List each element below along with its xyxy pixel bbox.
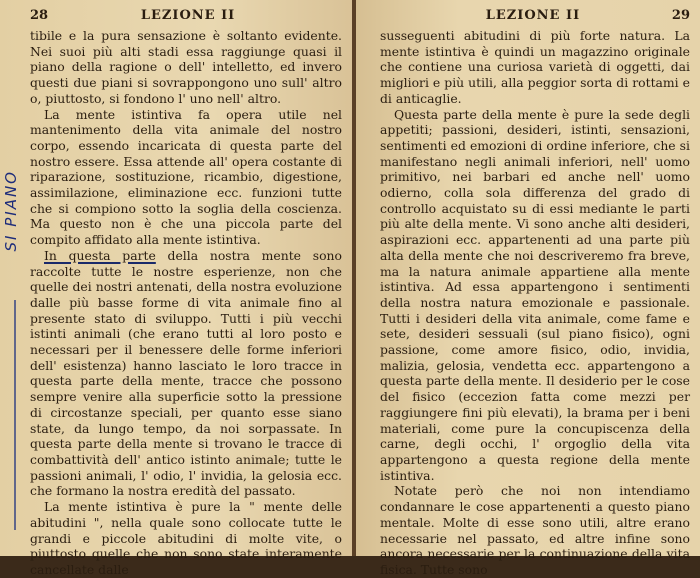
left-paragraph-2: La mente istintiva fa opera utile nel mantenimento della vita animale del nostro corpo, essendo incaricata di questa parte del nostro essere. Essa attende all' opera costante di riparazione, sostituzione, ricambio, digestione, assimilazione, eliminazione ecc. funzioni tutte che si compiono sotto la soglia della coscienza. Ma questo non è che una piccola parte del compito affidato alla mente istintiva.: [30, 106, 342, 248]
left-page-number: 28: [30, 8, 49, 23]
right-page-number: 29: [671, 8, 690, 23]
right-page: [356, 0, 700, 577]
left-running-title: LEZIONE II: [140, 8, 236, 23]
left-page-header: [30, 8, 342, 28]
right-page-header: [380, 8, 690, 28]
left-paragraph-3-rest: della nostra mente sono raccolte tutte le nostre esperienze, non che quelle dei nostri antenati, della nostra evoluzione dalle più basse forme di vita animale fino al presente stato di sviluppo. Tutti i più vecchi istinti animali (che erano tutti al loro posto e necessari per il benessere delle forme inferiori dell' esistenza) hanno lasciato le loro tracce in questa parte della mente, tracce che possono sempre venire alla superficie sotto la pressione di circostanze speciali, per quanto esse siano state, da lungo tempo, da noi sorpassate. In questa parte della mente si trovano le tracce di combattività dell' antico istinto animale; tutte le passioni animali, l' odio, l' invidia, la gelosia ecc. che formano la nostra eredità del passato.: [30, 247, 342, 499]
right-paragraph-3: Notate però che noi non intendiamo condannare le cose appartenenti a questo piano mentale. Molte di esse sono utili, altre erano necessarie nel passato, ed altre infine sono ancora necessarie per la continuazione della vita fisica. Tutte sono: [380, 483, 690, 577]
margin-pencil-line: [14, 300, 16, 530]
right-paragraph-1: susseguenti abitudini di più forte natura. La mente istintiva è quindi un magazzino originale che contiene una curiosa varietà di oggetti, dai migliori e più utili, alla peggior sorta di rottami e di anticaglie.: [380, 28, 690, 106]
handwritten-margin-note: SI PIANO: [2, 170, 20, 252]
right-paragraph-2: Questa parte della mente è pure la sede degli appetiti; passioni, desideri, istinti, sensazioni, sentimenti ed emozioni di ordine inferiore, che si manifestano negli animali inferiori, nell' uomo primitivo, nei barbari ed anche nell' uomo odierno, colla sola differenza del grado di controllo acquistato su di essi mediante le parti più alte della mente. Vi sono anche alti desideri, aspirazioni ecc. appartenenti ad una parte più alta della mente che noi descriveremo fra breve, ma la natura animale appartiene alla mente istintiva. Ad essa appartengono i sentimenti della nostra natura emozionale e passionale. Tutti i desideri della vita animale, come fame e sete, desideri sessuali (sul piano fisico), ogni passione, come amore fisico, odio, invidia, malizia, gelosia, vendetta ecc. appartengono a questa parte della mente. Il desiderio per le cose del fisico (eccezion fatta come mezzi per raggiungere fini più elevati), la brama per i beni materiali, come pure la concupiscenza della carne, degli occhi, l' orgoglio della vita appartengono a questa regione della mente istintiva.: [380, 106, 690, 483]
left-paragraph-1: tibile e la pura sensazione è soltanto evidente. Nei suoi più alti stadi essa raggiunge quasi il piano della ragione o dell' intelletto, ed invero questi due piani si sovrappongono uno sull' altro o, piuttosto, si fondono l' uno nell' altro.: [30, 28, 342, 106]
left-paragraph-4: La mente istintiva è pure la " mente delle abitudini ", nella quale sono collocate tutte le grandi e piccole abitudini di molte vite, o piuttosto quelle che non sono state interamente cancellate dalle: [30, 499, 342, 577]
left-paragraph-3: [30, 248, 342, 499]
right-running-title: LEZIONE II: [485, 8, 581, 23]
left-underlined-phrase: In questa parte: [44, 247, 156, 263]
